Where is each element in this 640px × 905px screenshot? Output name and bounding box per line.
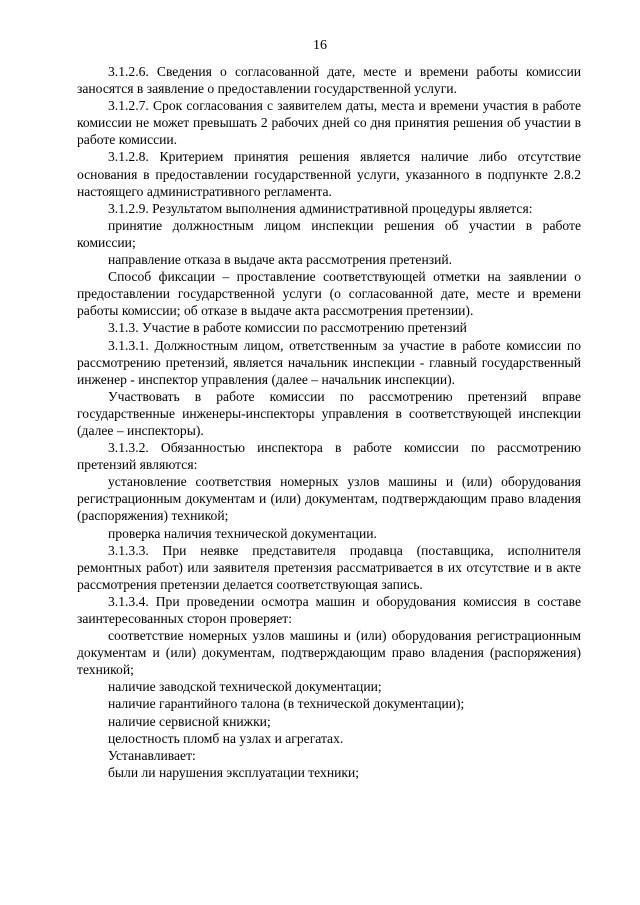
paragraph: Устанавливает: bbox=[108, 747, 196, 763]
page-number: 16 bbox=[313, 38, 327, 53]
paragraph: установление соответствия номерных узлов машины и (или) оборудования регистрационным документам и (или) документам, подтверждающим право владения (распоряжения) техникой; bbox=[77, 474, 581, 524]
paragraph: принятие должностным лицом инспекции решения об участии в работе комиссии; bbox=[77, 217, 581, 250]
document-body bbox=[77, 63, 581, 781]
paragraph: Способ фиксации – проставление соответствующей отметки на заявлении о предоставлении государственной услуги (о согласованной дате, месте и времени работы комиссии; об отказе в выдаче акта рассмотрения претензии). bbox=[77, 269, 581, 319]
paragraph: 3.1.2.9. Результатом выполнения административной процедуры является: bbox=[108, 200, 533, 216]
paragraph: 3.1.3.1. Должностным лицом, ответственным за участие в работе комиссии по рассмотрению претензий, является начальник инспекции - главный государственный инженер - инспектор управления (далее – начальник инспекции). bbox=[77, 337, 581, 387]
paragraph: 3.1.2.7. Срок согласования с заявителем даты, места и времени участия в работе комиссии не может превышать 2 рабочих дней со дня принятия решения об участии в работе комиссии. bbox=[77, 98, 581, 148]
section-heading: 3.1.3. Участие в работе комиссии по рассмотрению претензий bbox=[108, 320, 467, 336]
paragraph: 3.1.2.8. Критерием принятия решения является наличие либо отсутствие основания в предоставлении государственной услуги, указанного в подпункте 2.8.2 настоящего административного регламента. bbox=[77, 149, 581, 199]
paragraph: 3.1.3.3. При неявке представителя продавца (поставщика, исполнителя ремонтных работ) или заявителя претензия рассматривается в их отсутствие и в акте рассмотрения претензии делается соответствующая запись. bbox=[77, 542, 581, 592]
paragraph: Участвовать в работе комиссии по рассмотрению претензий вправе государственные инженеры-инспекторы управления в соответствующей инспекции (далее – инспекторы). bbox=[77, 388, 581, 438]
paragraph: соответствие номерных узлов машины и (или) оборудования регистрационным документам и (или) документам, подтверждающим право владения (распоряжения) техникой; bbox=[77, 628, 581, 678]
paragraph: проверка наличия технической документации. bbox=[108, 525, 377, 541]
paragraph: целостность пломб на узлах и агрегатах. bbox=[108, 730, 344, 746]
paragraph: 3.1.2.6. Сведения о согласованной дате, месте и времени работы комиссии заносятся в заявление о предоставлении государственной услуги. bbox=[77, 64, 581, 97]
paragraph: наличие сервисной книжки; bbox=[108, 713, 271, 729]
paragraph: наличие заводской технической документации; bbox=[108, 679, 382, 695]
paragraph: были ли нарушения эксплуатации техники; bbox=[108, 764, 360, 780]
paragraph: направление отказа в выдаче акта рассмотрения претензий. bbox=[108, 252, 453, 268]
paragraph: 3.1.3.2. Обязанностью инспектора в работе комиссии по рассмотрению претензий являются: bbox=[77, 440, 581, 473]
paragraph: наличие гарантийного талона (в технической документации); bbox=[108, 696, 465, 712]
paragraph: 3.1.3.4. При проведении осмотра машин и оборудования комиссия в составе заинтересованных сторон проверяет: bbox=[77, 593, 581, 626]
